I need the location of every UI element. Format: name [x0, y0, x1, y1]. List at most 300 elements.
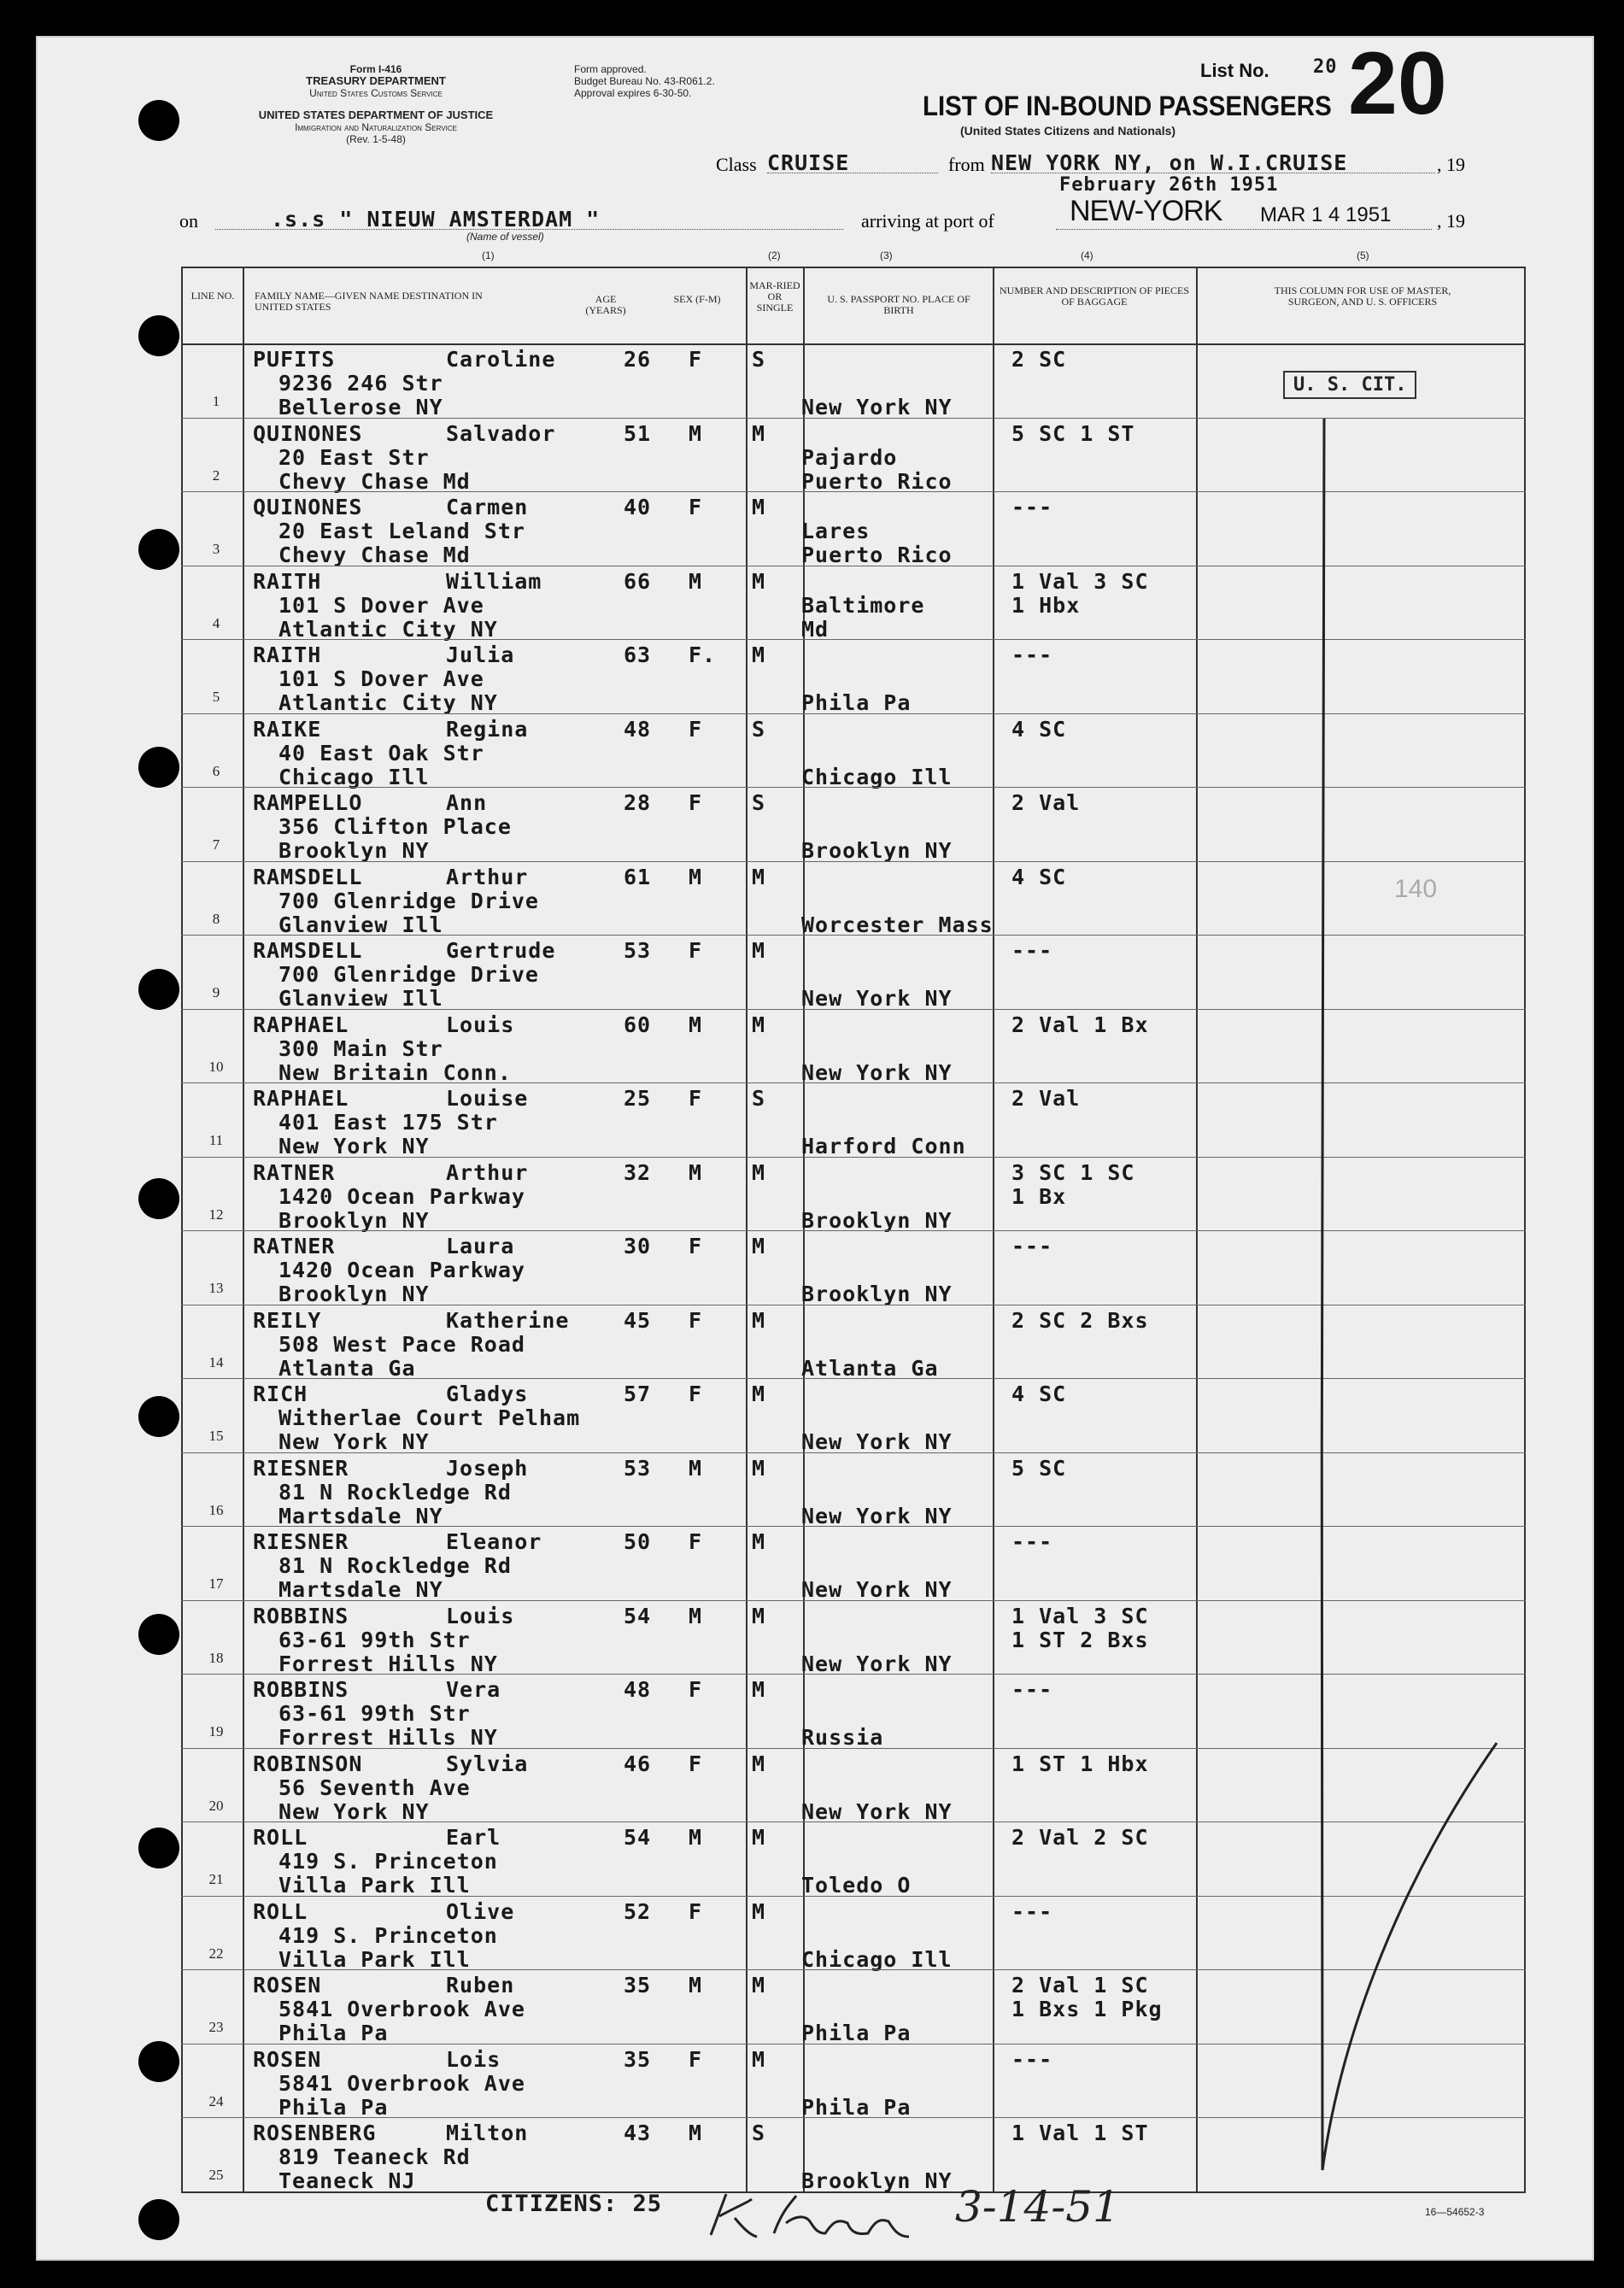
passenger-sex: F: [689, 1234, 703, 1258]
place-of-birth-2: Harford Conn: [801, 1134, 966, 1159]
punch-hole: [138, 2041, 179, 2082]
passenger-family-name: RAITH: [253, 568, 322, 594]
passenger-address-1: 419 S. Princeton: [278, 1849, 498, 1874]
passenger-address-1: Witherlae Court Pelham: [278, 1405, 581, 1430]
passenger-family-name: QUINONES: [253, 495, 363, 519]
passenger-given-name: Regina: [446, 716, 529, 742]
line-number: 10: [208, 1058, 224, 1075]
passenger-sex: M: [689, 1603, 703, 1628]
line-number: 7: [212, 836, 220, 853]
baggage-line-1: 2 Val 2 SC: [1011, 1825, 1149, 1850]
passenger-sex: F: [689, 1382, 703, 1406]
line-number: 6: [212, 762, 220, 779]
place-of-birth-1: Lares: [801, 519, 871, 543]
passenger-given-name: Earl: [446, 1825, 501, 1850]
place-of-birth-2: New York NY: [801, 1577, 953, 1602]
passenger-marital-status: M: [752, 864, 766, 889]
header-divider: [181, 343, 1526, 345]
baggage-line-1: 1 Val 1 ST: [1011, 2121, 1149, 2145]
line-number: 13: [208, 1280, 224, 1296]
justice-block: [171, 109, 581, 145]
line-number: 8: [212, 910, 220, 927]
passenger-address-2: Martsdale NY: [278, 1503, 443, 1528]
signature-date: 3-14-51: [955, 2182, 1120, 2232]
passenger-given-name: Gertrude: [446, 938, 556, 963]
passenger-family-name: RAPHAEL: [253, 1086, 349, 1111]
passenger-given-name: Carmen: [446, 495, 529, 519]
place-of-birth-2: Phila Pa: [801, 2094, 912, 2120]
col-num-1: (1): [482, 249, 495, 261]
passenger-address-1: 5841 Overbrook Ave: [278, 1997, 525, 2021]
passenger-given-name: Louise: [446, 1086, 529, 1111]
place-of-birth-2: Brooklyn NY: [801, 1282, 953, 1306]
punch-hole: [138, 529, 179, 570]
passenger-address-2: Chevy Chase Md: [278, 468, 471, 494]
passenger-marital-status: M: [752, 1677, 766, 1702]
baggage-line-1: 1 Val 3 SC: [1011, 1603, 1149, 1628]
print-code: 16—54652-3: [1425, 2206, 1485, 2218]
passenger-given-name: Vera: [446, 1677, 501, 1702]
passenger-age: 28: [624, 790, 652, 815]
baggage-line-1: ---: [1011, 1898, 1053, 1924]
baggage-line-1: 2 Val: [1011, 790, 1081, 815]
passenger-sex: F: [689, 1307, 703, 1333]
passenger-sex: M: [689, 1825, 703, 1850]
line-number: 18: [208, 1649, 224, 1666]
line-number: 25: [208, 2167, 224, 2183]
header-passport: U. S. PASSPORT NO. PLACE OF BIRTH: [827, 293, 970, 316]
line-number: 23: [208, 2019, 224, 2035]
passenger-address-1: 1420 Ocean Parkway: [278, 1183, 525, 1209]
baggage-line-1: ---: [1011, 2046, 1053, 2072]
passenger-marital-status: M: [752, 938, 766, 963]
passenger-marital-status: M: [752, 568, 766, 594]
approval-block: [574, 63, 813, 99]
passenger-family-name: RAPHAEL: [253, 1012, 349, 1037]
passenger-age: 54: [624, 1825, 652, 1850]
list-no-big: 20: [1348, 34, 1447, 133]
passenger-given-name: Sylvia: [446, 1751, 529, 1776]
place-of-birth-2: Phila Pa: [801, 2021, 912, 2045]
passenger-age: 32: [624, 1159, 652, 1185]
passenger-sex: M: [689, 1012, 703, 1037]
line-number: 5: [212, 689, 220, 705]
passenger-address-1: 700 Glenridge Drive: [278, 962, 539, 987]
place-of-birth-2: Atlanta Ga: [801, 1355, 939, 1381]
baggage-line-1: 2 Val 1 SC: [1011, 1973, 1149, 1998]
passenger-address-1: 40 East Oak Str: [278, 740, 484, 766]
arriving-label: arriving at port of: [861, 210, 994, 232]
passenger-age: 53: [624, 938, 652, 963]
line-number: 12: [208, 1206, 224, 1223]
passenger-marital-status: M: [752, 1603, 766, 1628]
passenger-age: 26: [624, 347, 652, 372]
passenger-address-2: Martsdale NY: [278, 1577, 443, 1602]
passenger-address-1: 419 S. Princeton: [278, 1922, 498, 1948]
baggage-line-2: 1 Hbx: [1011, 592, 1081, 618]
passenger-address-1: 101 S Dover Ave: [278, 592, 484, 618]
passenger-address-1: 81 N Rockledge Rd: [278, 1553, 512, 1578]
passenger-family-name: ROBBINS: [253, 1603, 349, 1628]
passenger-sex: F: [689, 716, 703, 742]
passenger-marital-status: S: [752, 716, 766, 742]
passenger-address-2: Chicago Ill: [278, 764, 430, 789]
officer-signature: [701, 2184, 923, 2244]
passenger-given-name: Louis: [446, 1012, 515, 1037]
passenger-marital-status: M: [752, 1529, 766, 1554]
passenger-address-2: Villa Park Ill: [278, 1946, 471, 1972]
passenger-given-name: Ann: [446, 790, 488, 815]
year-suffix-2: , 19: [1437, 210, 1465, 232]
punch-hole: [138, 1396, 179, 1437]
place-of-birth-2: Brooklyn NY: [801, 1207, 953, 1233]
passenger-address-2: Villa Park Ill: [278, 1873, 471, 1898]
line-number: 9: [212, 984, 220, 1000]
passenger-marital-status: M: [752, 1825, 766, 1850]
place-of-birth-2: Phila Pa: [801, 690, 912, 715]
passenger-family-name: ROSENBERG: [253, 2121, 377, 2145]
officer-check-mark: [1264, 410, 1521, 2187]
line-number: 16: [208, 1501, 224, 1518]
passenger-age: 45: [624, 1307, 652, 1333]
passenger-address-2: New York NY: [278, 1429, 430, 1454]
baggage-line-1: 5 SC: [1011, 1455, 1067, 1481]
passenger-age: 57: [624, 1382, 652, 1406]
passenger-address-1: 401 East 175 Str: [278, 1110, 498, 1135]
passenger-address-2: Brooklyn NY: [278, 1282, 430, 1306]
line-number: 21: [208, 1871, 224, 1887]
form-agency-block: [239, 63, 513, 99]
passenger-sex: F.: [689, 642, 717, 667]
passenger-family-name: RAMSDELL: [253, 938, 363, 963]
passenger-age: 43: [624, 2121, 652, 2145]
passenger-given-name: Salvador: [446, 420, 556, 446]
on-label: on: [179, 210, 198, 232]
punch-hole: [138, 747, 179, 788]
page-title: LIST OF IN-BOUND PASSENGERS: [923, 91, 1332, 121]
passenger-age: 50: [624, 1529, 652, 1554]
passenger-sex: F: [689, 938, 703, 963]
col-num-4: (4): [1081, 249, 1093, 261]
passenger-given-name: Katherine: [446, 1307, 570, 1333]
passenger-marital-status: M: [752, 495, 766, 519]
passenger-sex: F: [689, 1086, 703, 1111]
ins-service: Immigration and Naturalization Service: [295, 121, 457, 133]
vessel-caption: (Name of vessel): [466, 231, 544, 243]
passenger-sex: M: [689, 1973, 703, 1998]
passenger-address-2: Teaneck NJ: [278, 2168, 416, 2193]
passenger-address-2: New York NY: [278, 1798, 430, 1824]
passenger-sex: M: [689, 1159, 703, 1185]
line-number: 22: [208, 1945, 224, 1962]
passenger-address-2: New York NY: [278, 1134, 430, 1159]
passenger-address-2: Forrest Hills NY: [278, 1651, 498, 1676]
class-label: Class: [716, 154, 757, 175]
passenger-age: 61: [624, 864, 652, 889]
passenger-age: 48: [624, 1677, 652, 1702]
passenger-given-name: William: [446, 568, 542, 594]
approval-expires: Approval expires 6-30-50.: [574, 87, 692, 99]
line-number: 20: [208, 1797, 224, 1814]
passenger-sex: F: [689, 1529, 703, 1554]
header-officers: THIS COLUMN FOR USE OF MASTER, SURGEON, AND U. S. OFFICERS: [1274, 285, 1451, 308]
passenger-address-2: Brooklyn NY: [278, 838, 430, 863]
passenger-age: 46: [624, 1751, 652, 1776]
baggage-line-1: 4 SC: [1011, 864, 1067, 889]
line-number: 14: [208, 1353, 224, 1370]
line-number: 11: [208, 1132, 224, 1148]
baggage-line-1: ---: [1011, 642, 1053, 667]
passenger-family-name: ROBINSON: [253, 1751, 363, 1776]
passenger-address-2: Forrest Hills NY: [278, 1725, 498, 1750]
place-of-birth-2: Chicago Ill: [801, 1946, 953, 1972]
faint-number: 140: [1394, 875, 1438, 903]
date-stamp: MAR 1 4 1951: [1260, 203, 1392, 226]
passenger-family-name: ROBBINS: [253, 1677, 349, 1702]
passenger-family-name: RAMPELLO: [253, 790, 363, 815]
passenger-address-2: Glanview Ill: [278, 912, 443, 937]
passenger-address-1: 101 S Dover Ave: [278, 666, 484, 691]
passenger-family-name: ROSEN: [253, 2046, 322, 2072]
passenger-address-1: 81 N Rockledge Rd: [278, 1479, 512, 1505]
page-subtitle: (United States Citizens and Nationals): [960, 124, 1176, 138]
passenger-address-2: Atlantic City NY: [278, 690, 498, 715]
passenger-given-name: Arthur: [446, 1159, 529, 1185]
header-age: AGE (YEARS): [585, 293, 626, 316]
from-field: [991, 150, 1435, 173]
baggage-line-2: 1 ST 2 Bxs: [1011, 1627, 1149, 1652]
passenger-age: 35: [624, 1973, 652, 1998]
passenger-age: 52: [624, 1898, 652, 1924]
passenger-given-name: Louis: [446, 1603, 515, 1628]
baggage-line-1: 2 SC 2 Bxs: [1011, 1307, 1149, 1333]
passenger-marital-status: M: [752, 1159, 766, 1185]
passenger-family-name: ROLL: [253, 1825, 308, 1850]
baggage-line-1: 2 Val 1 Bx: [1011, 1012, 1149, 1037]
passenger-age: 35: [624, 2046, 652, 2072]
passenger-family-name: RATNER: [253, 1234, 336, 1258]
passenger-address-1: 5841 Overbrook Ave: [278, 2070, 525, 2096]
passenger-marital-status: S: [752, 347, 766, 372]
place-of-birth-2: Russia: [801, 1725, 884, 1750]
passenger-address-1: 20 East Str: [278, 444, 430, 470]
from-label: from: [948, 154, 985, 175]
header-baggage: NUMBER AND DESCRIPTION OF PIECES OF BAGGAGE: [999, 285, 1190, 308]
passenger-sex: F: [689, 347, 703, 372]
place-of-birth-2: New York NY: [801, 986, 953, 1011]
baggage-line-2: 1 Bx: [1011, 1183, 1067, 1209]
place-of-birth-1: Pajardo: [801, 444, 898, 470]
passenger-given-name: Lois: [446, 2046, 501, 2072]
line-number: 4: [212, 614, 220, 631]
punch-hole: [138, 1614, 179, 1655]
passenger-family-name: RIESNER: [253, 1529, 349, 1554]
us-citizen-stamp: U. S. CIT.: [1283, 371, 1416, 399]
passenger-sex: F: [689, 790, 703, 815]
passenger-marital-status: M: [752, 1973, 766, 1998]
passenger-address-2: Phila Pa: [278, 2094, 389, 2120]
passenger-address-2: Chevy Chase Md: [278, 543, 471, 567]
passenger-age: 53: [624, 1455, 652, 1481]
passenger-family-name: PUFITS: [253, 347, 336, 372]
baggage-line-1: 1 Val 3 SC: [1011, 568, 1149, 594]
passenger-family-name: REILY: [253, 1307, 322, 1333]
baggage-line-1: 4 SC: [1011, 1382, 1067, 1406]
passenger-family-name: ROSEN: [253, 1973, 322, 1998]
passenger-sex: F: [689, 1677, 703, 1702]
punch-hole: [138, 315, 179, 356]
baggage-line-1: ---: [1011, 495, 1053, 519]
passenger-family-name: RATNER: [253, 1159, 336, 1185]
passenger-given-name: Gladys: [446, 1382, 529, 1406]
col-num-3: (3): [880, 249, 893, 261]
passenger-family-name: RAMSDELL: [253, 864, 363, 889]
passenger-family-name: ROLL: [253, 1898, 308, 1924]
from-value: NEW YORK NY, on W.I.CRUISE: [991, 150, 1348, 175]
passenger-age: 25: [624, 1086, 652, 1111]
header-married: MAR-RIED OR SINGLE: [749, 279, 800, 314]
treasury-dept: TREASURY DEPARTMENT: [306, 74, 446, 87]
passenger-sex: M: [689, 568, 703, 594]
passenger-given-name: Olive: [446, 1898, 515, 1924]
passenger-sex: M: [689, 1455, 703, 1481]
passenger-address-1: 9236 246 Str: [278, 371, 443, 396]
baggage-line-1: 2 SC: [1011, 347, 1067, 372]
form-approved: Form approved.: [574, 63, 647, 75]
line-number: 19: [208, 1723, 224, 1739]
place-of-birth-2: Chicago Ill: [801, 764, 953, 789]
passenger-age: 54: [624, 1603, 652, 1628]
header-sex: SEX (F-M): [673, 293, 721, 305]
passenger-address-2: New Britain Conn.: [278, 1059, 512, 1085]
passenger-age: 60: [624, 1012, 652, 1037]
customs-service: United States Customs Service: [309, 87, 443, 99]
passenger-age: 63: [624, 642, 652, 667]
class-field: [767, 150, 938, 173]
passenger-address-1: 508 West Pace Road: [278, 1331, 525, 1357]
year-suffix-1: , 19: [1437, 154, 1465, 175]
passenger-marital-status: M: [752, 420, 766, 446]
from-date: February 26th 1951: [1059, 174, 1279, 196]
passenger-address-1: 700 Glenridge Drive: [278, 888, 539, 913]
passenger-marital-status: M: [752, 1455, 766, 1481]
header-line-no: LINE NO.: [191, 290, 235, 302]
passenger-family-name: RIESNER: [253, 1455, 349, 1481]
passenger-address-2: Atlanta Ga: [278, 1355, 416, 1381]
place-of-birth-2: Md: [801, 616, 830, 642]
passenger-given-name: Caroline: [446, 347, 556, 372]
passenger-marital-status: M: [752, 1898, 766, 1924]
passenger-given-name: Joseph: [446, 1455, 529, 1481]
vessel-name: .s.s " NIEUW AMSTERDAM ": [271, 207, 601, 232]
passenger-given-name: Julia: [446, 642, 515, 667]
baggage-line-1: ---: [1011, 1529, 1053, 1554]
baggage-line-1: 2 Val: [1011, 1086, 1081, 1111]
passenger-given-name: Arthur: [446, 864, 529, 889]
passenger-sex: M: [689, 864, 703, 889]
passenger-address-2: Phila Pa: [278, 2021, 389, 2045]
passenger-address-1: 63-61 99th Str: [278, 1701, 471, 1726]
col-num-2: (2): [768, 249, 781, 261]
passenger-age: 30: [624, 1234, 652, 1258]
passenger-address-2: Glanview Ill: [278, 986, 443, 1011]
punch-hole: [138, 1178, 179, 1219]
passenger-marital-status: M: [752, 1234, 766, 1258]
passenger-address-1: 56 Seventh Ave: [278, 1775, 471, 1800]
punch-hole: [138, 969, 179, 1010]
passenger-age: 51: [624, 420, 652, 446]
passenger-sex: F: [689, 2046, 703, 2072]
budget-bureau: Budget Bureau No. 43-R061.2.: [574, 75, 715, 87]
place-of-birth-2: New York NY: [801, 1429, 953, 1454]
passenger-age: 40: [624, 495, 652, 519]
passenger-given-name: Laura: [446, 1234, 515, 1258]
line-number: 17: [208, 1575, 224, 1592]
passenger-sex: F: [689, 1898, 703, 1924]
justice-dept: UNITED STATES DEPARTMENT OF JUSTICE: [258, 109, 494, 121]
passenger-address-1: 63-61 99th Str: [278, 1627, 471, 1652]
passenger-age: 66: [624, 568, 652, 594]
passenger-given-name: Milton: [446, 2121, 529, 2145]
passenger-address-1: 300 Main Str: [278, 1035, 443, 1061]
line-number: 24: [208, 2092, 224, 2109]
passenger-marital-status: S: [752, 1086, 766, 1111]
passenger-family-name: QUINONES: [253, 420, 363, 446]
line-number: 2: [212, 466, 220, 484]
col-num-5: (5): [1357, 249, 1369, 261]
place-of-birth-2: Puerto Rico: [801, 543, 953, 567]
passenger-marital-status: M: [752, 1751, 766, 1776]
passenger-address-2: Brooklyn NY: [278, 1207, 430, 1233]
line-number: 1: [212, 393, 220, 409]
class-value: CRUISE: [767, 150, 850, 175]
baggage-line-1: 1 ST 1 Hbx: [1011, 1751, 1149, 1776]
passenger-family-name: RICH: [253, 1382, 308, 1406]
place-of-birth-2: New York NY: [801, 395, 953, 419]
place-of-birth-2: Worcester Mass: [801, 912, 994, 937]
passenger-sex: M: [689, 420, 703, 446]
passenger-address-1: 819 Teaneck Rd: [278, 2144, 471, 2169]
passenger-sex: F: [689, 495, 703, 519]
passenger-address-1: 356 Clifton Place: [278, 814, 512, 839]
passenger-given-name: Eleanor: [446, 1529, 542, 1554]
passenger-family-name: RAIKE: [253, 716, 322, 742]
punch-hole: [138, 1827, 179, 1869]
passenger-marital-status: S: [752, 790, 766, 815]
passenger-sex: F: [689, 1751, 703, 1776]
passenger-age: 48: [624, 716, 652, 742]
passenger-address-2: Atlantic City NY: [278, 616, 498, 642]
vessel-field: [215, 207, 843, 230]
baggage-line-1: 5 SC 1 ST: [1011, 420, 1135, 446]
place-of-birth-2: New York NY: [801, 1503, 953, 1528]
passenger-address-2: Bellerose NY: [278, 395, 443, 419]
baggage-line-1: 3 SC 1 SC: [1011, 1159, 1135, 1185]
form-revision: (Rev. 1-5-48): [346, 133, 406, 145]
passenger-marital-status: M: [752, 1382, 766, 1406]
passenger-marital-status: M: [752, 1012, 766, 1037]
line-number: 3: [212, 541, 220, 557]
baggage-line-1: ---: [1011, 938, 1053, 963]
list-no-label: List No.: [1200, 60, 1269, 81]
baggage-line-1: 4 SC: [1011, 716, 1067, 742]
baggage-line-1: ---: [1011, 1234, 1053, 1258]
punch-hole: [138, 2199, 179, 2240]
port-stamp: NEW-YORK: [1070, 195, 1222, 227]
line-number: 15: [208, 1428, 224, 1444]
passenger-address-1: 1420 Ocean Parkway: [278, 1258, 525, 1282]
form-number: Form I-416: [349, 63, 402, 75]
